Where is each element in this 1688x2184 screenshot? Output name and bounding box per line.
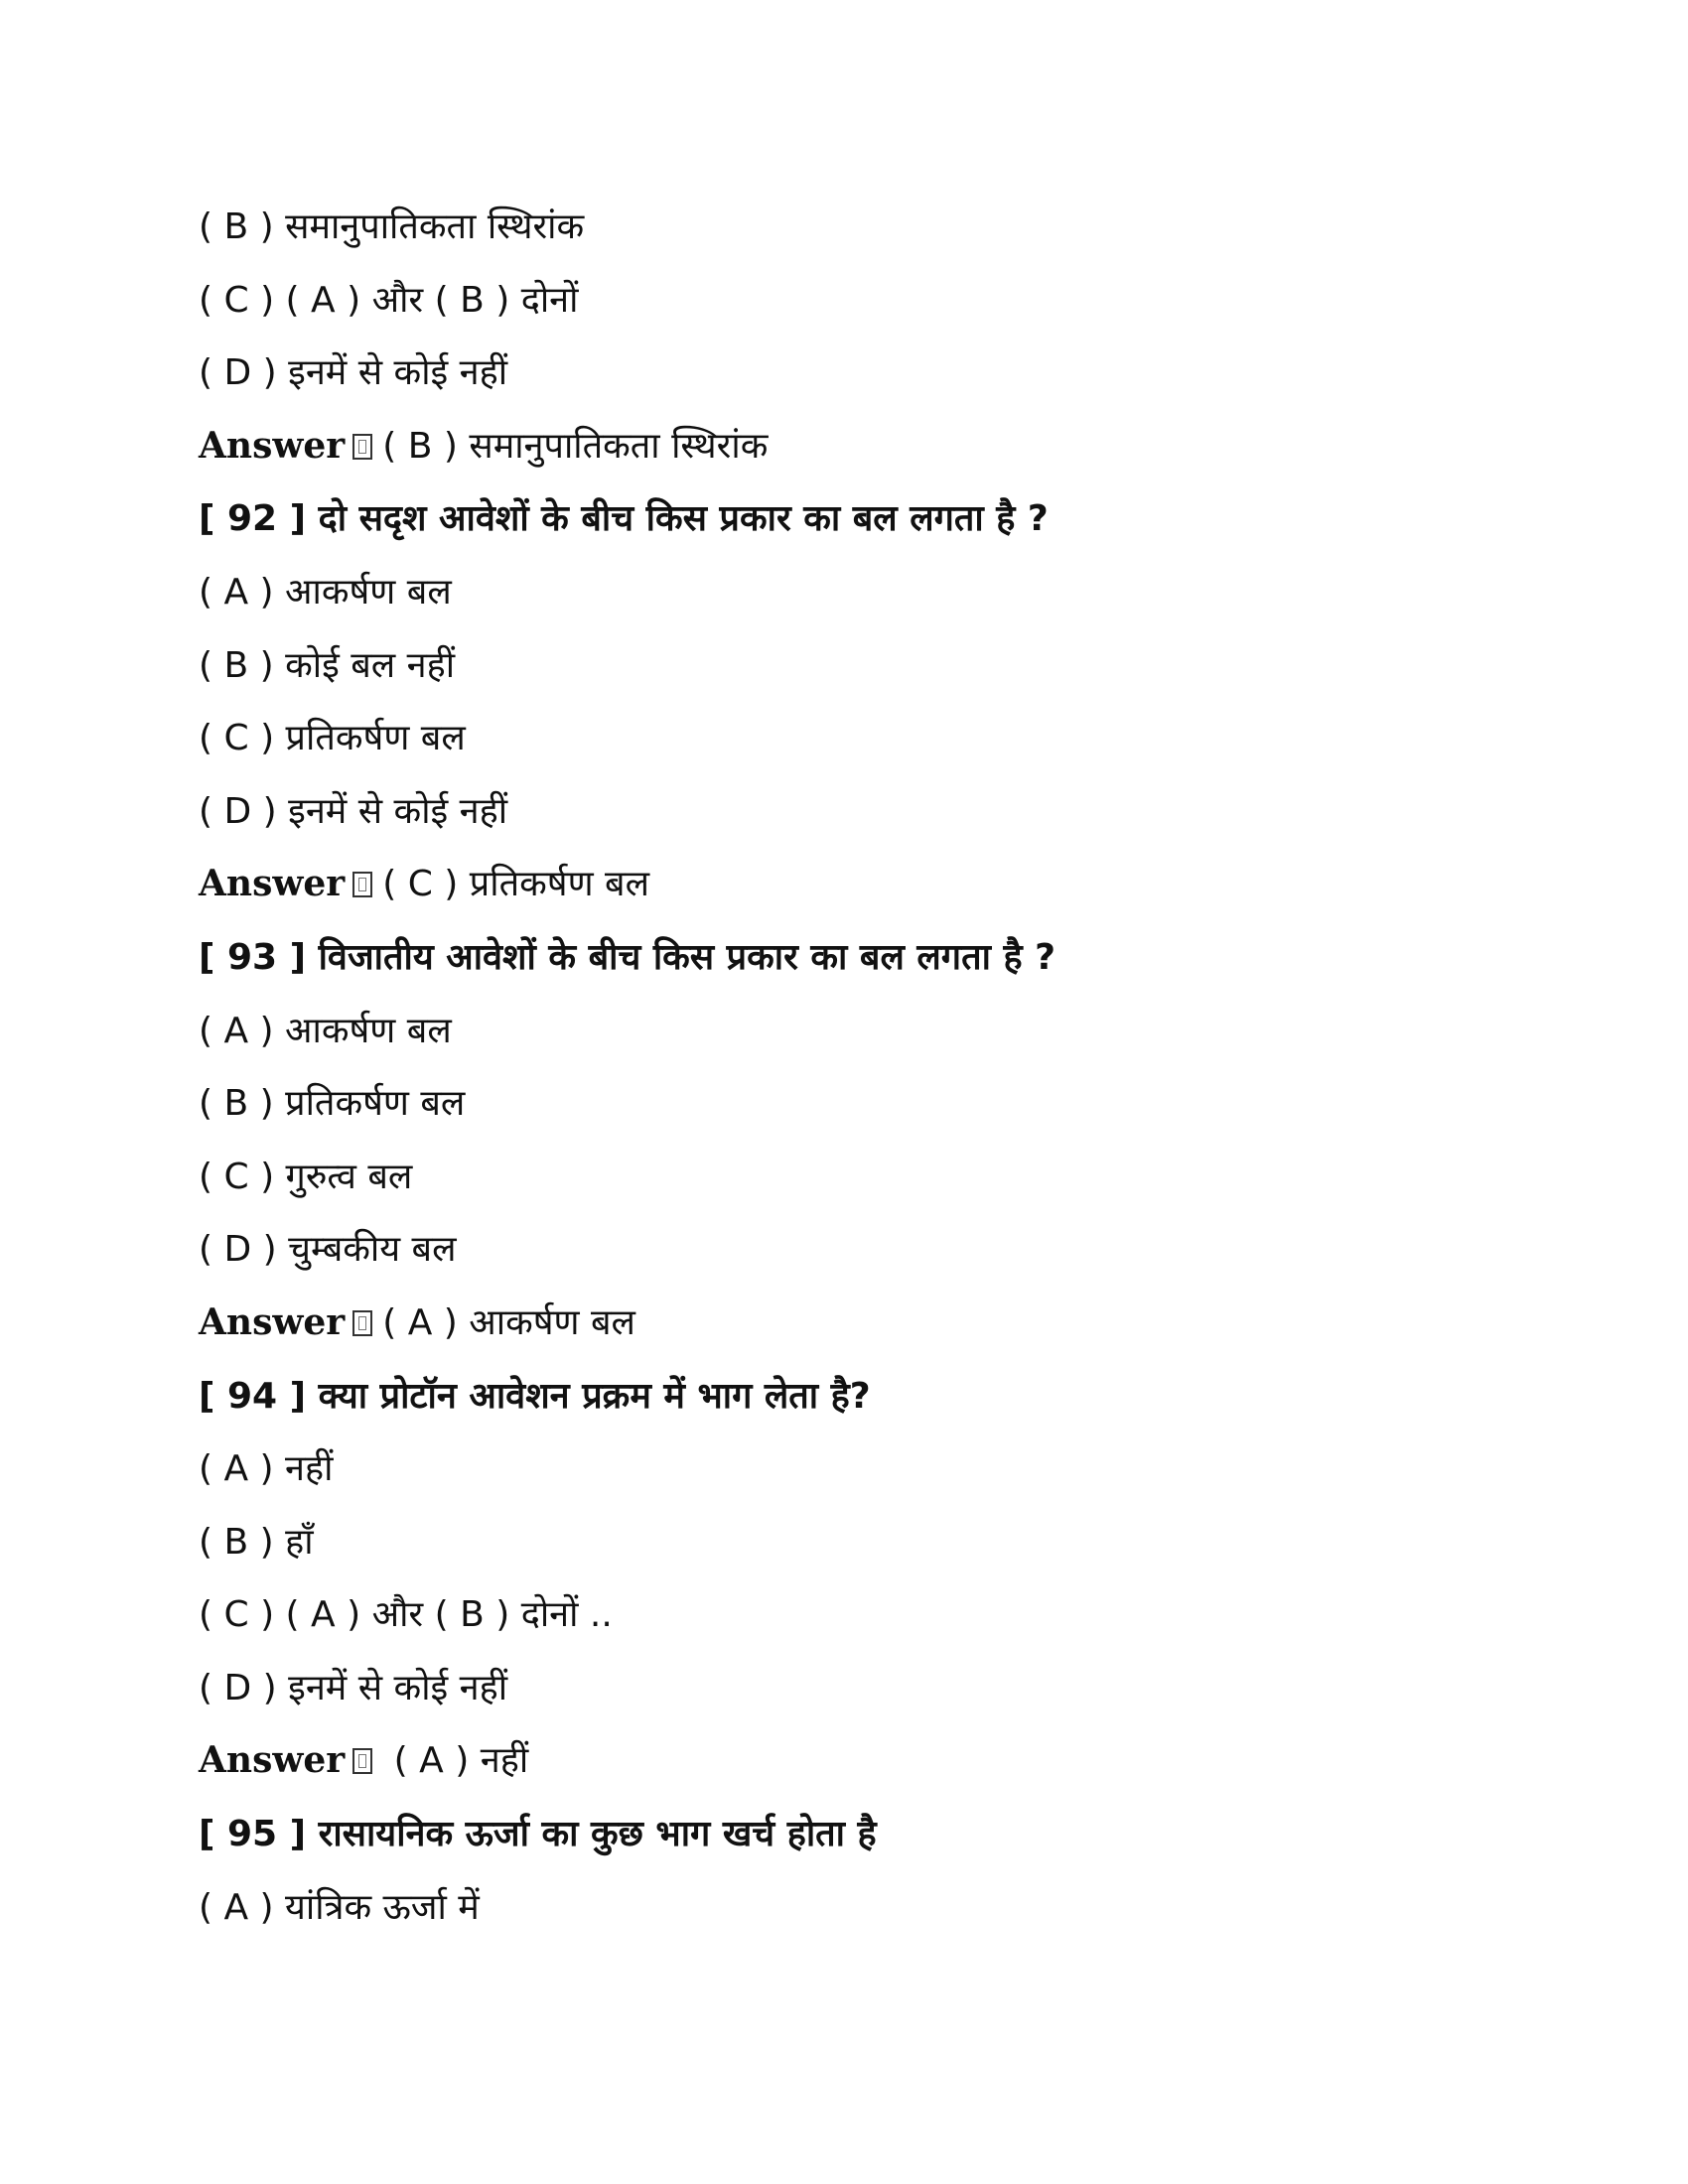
answer-line xyxy=(199,1724,1589,1798)
option-line: ( B ) हाँ xyxy=(199,1521,314,1563)
question-heading: [ 94 ] क्या प्रोटॉन आवेशन प्रक्रम में भाग लेता है? xyxy=(199,1375,871,1417)
option-line: ( C ) प्रतिकर्षण बल xyxy=(199,718,466,759)
option-line: ( B ) समानुपातिकता स्थिरांक xyxy=(199,206,585,247)
option-line: ( A ) आकर्षण बल xyxy=(199,571,452,613)
option-line: ( C ) गुरुत्व बल xyxy=(199,1156,413,1197)
missing-glyph-icon xyxy=(352,1748,372,1774)
answer-text: ( A ) नहीं xyxy=(382,1740,529,1782)
option-line: ( D ) चुम्बकीय बल xyxy=(199,1229,457,1271)
missing-glyph-icon xyxy=(352,434,372,460)
answer-label: Answer xyxy=(199,1300,346,1343)
option-line: ( A ) यांत्रिक ऊर्जा में xyxy=(199,1886,480,1928)
question-heading: [ 95 ] रासायनिक ऊर्जा का कुछ भाग खर्च होता है xyxy=(199,1814,877,1855)
option-line: ( B ) कोई बल नहीं xyxy=(199,644,456,686)
option-line: ( C ) ( A ) और ( B ) दोनों .. xyxy=(199,1594,613,1636)
answer-label: Answer xyxy=(199,424,346,467)
answer-label: Answer xyxy=(199,1739,346,1782)
option-line: ( D ) इनमें से कोई नहीं xyxy=(199,1667,508,1708)
option-line: ( A ) नहीं xyxy=(199,1448,334,1490)
answer-label: Answer xyxy=(199,863,346,905)
answer-text: ( B ) समानुपातिकता स्थिरांक xyxy=(382,425,769,467)
missing-glyph-icon xyxy=(352,1310,372,1336)
option-line: ( D ) इनमें से कोई नहीं xyxy=(199,790,508,832)
answer-line xyxy=(199,1287,1589,1360)
question-heading: [ 93 ] विजातीय आवेशों के बीच किस प्रकार का बल लगता है ? xyxy=(199,936,1055,978)
option-line: ( C ) ( A ) और ( B ) दोनों xyxy=(199,279,579,321)
answer-text: ( A ) आकर्षण बल xyxy=(382,1301,635,1343)
option-line: ( A ) आकर्षण बल xyxy=(199,1010,452,1051)
missing-glyph-icon xyxy=(352,872,372,897)
answer-text: ( C ) प्रतिकर्षण बल xyxy=(382,864,650,905)
question-heading: [ 92 ] दो सदृश आवेशों के बीच किस प्रकार का बल लगता है ? xyxy=(199,498,1049,540)
answer-line xyxy=(199,410,1589,483)
document-page xyxy=(199,191,1589,1944)
option-line: ( B ) प्रतिकर्षण बल xyxy=(199,1083,466,1125)
answer-line xyxy=(199,848,1589,921)
option-line: ( D ) इनमें से कोई नहीं xyxy=(199,352,508,394)
